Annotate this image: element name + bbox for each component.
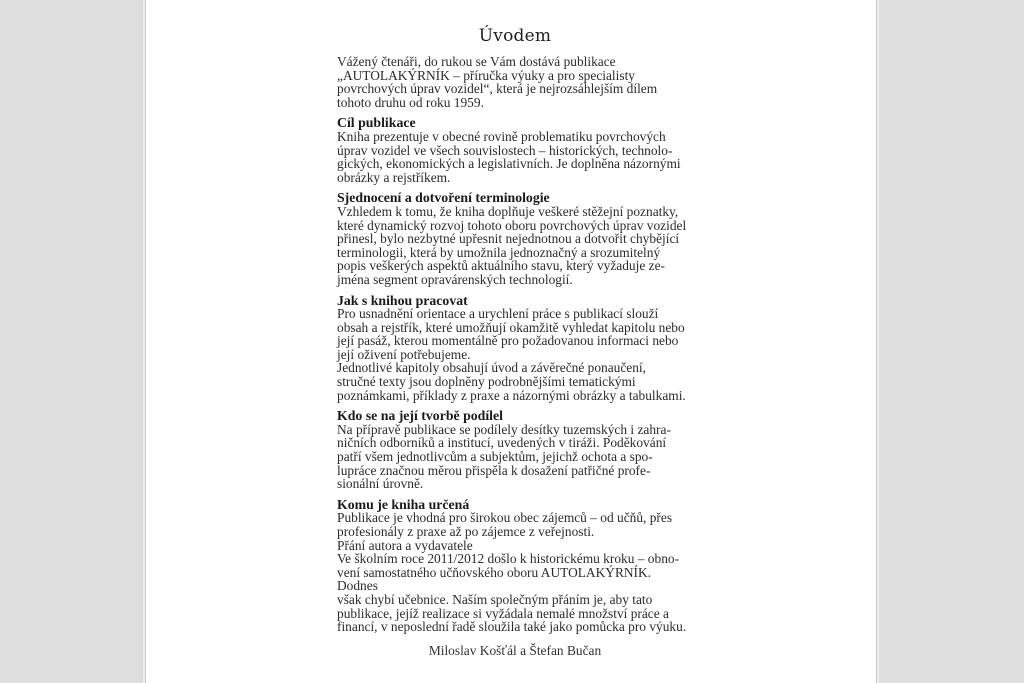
section-terminology [337,191,693,286]
section-body: Na přípravě publikace se podílely desítky tuzemských i zahra- ničních odborníků a institucí, uvedených v tiráži. Poděkování patří všem jednotlivcům a subjektům, jejichž ochota a spo- lupráce značnou měrou přispěla k dosažení patřičné profe- sionální úrovně. [337,421,671,492]
section-heading: Jak s knihou pracovat [337,292,468,308]
section-body: Publikace je vhodná pro širokou obec zájemců – od učňů, přes profesionály z praxe až po zájemce z veřejnosti. [337,510,673,539]
section-body: Kniha prezentuje v obecné rovině problematiku povrchových úprav vozidel ve všech souvislostech – historických, technolo- gických, ekonomických a legislativních. Je doplněna názornými obrázky a rejstříkem. [337,128,681,185]
author-signature: Miloslav Košťál a Štefan Bučan [428,642,602,658]
section-audience [337,498,693,634]
section-how-to-use [337,294,693,403]
section-heading: Komu je kniha určená [337,496,470,512]
document-page [145,0,877,683]
section-body: Pro usnadnění orientace a urychlení práce s publikací slouží obsah a rejstřík, které umožňují okamžitě vyhledat kapitolu nebo její pasáž, kterou momentálně pro požadovanou informaci nebo její oživení potřebujeme. Jednotlivé kapitoly obsahují úvod a závěrečné ponaučení, stručné texty jsou doplněny podrobnějšími tematickými poznámkami, příklady z praxe a názornými obrázky a tabulkami. [337,306,686,403]
page-title: Úvodem [478,26,552,46]
section-heading: Kdo se na její tvorbě podílel [337,408,503,424]
section-goal [337,116,693,184]
intro-paragraph: Vážený čtenáři, do rukou se Vám dostává publikace „AUTOLAKÝRNÍK – příručka výuky a pro specialisty povrchových úprav vozidel“, která je nejrozsáhlejším dílem tohoto druhu od roku 1959. [337,54,658,110]
page-content [337,0,693,657]
section-heading: Sjednocení a dotvoření terminologie [337,190,550,206]
section-body: Vzhledem k tomu, že kniha doplňuje veškeré stěžejní poznatky, které dynamický rozvoj tohoto oboru povrchových úprav vozidel přinesl, bylo nezbytné upřesnit nejednotnou a dotvořit chybějící terminologii, která by umožnila jednoznačný a srozumitelný popis veškerých aspektů aktuálního stavu, který vyžaduje ze- jména segment opravárenských technologií. [337,203,687,287]
section-body-wishes: Ve školním roce 2011/2012 došlo k historickému kroku – obno- vení samostatného učňovského oboru AUTOLAKÝRNÍK. Dodnes však chybí učebnice. Naším společným přáním je, aby tato publikace, jejíž realizace si vyžádala nemalé množství práce a financí, v neposlední řadě sloužila také jako pomůcka pro výuku. [337,551,687,635]
section-contributors [337,409,693,491]
section-subheading: Přání autora a vydavatele [337,537,473,553]
section-heading: Cíl publikace [337,115,416,131]
